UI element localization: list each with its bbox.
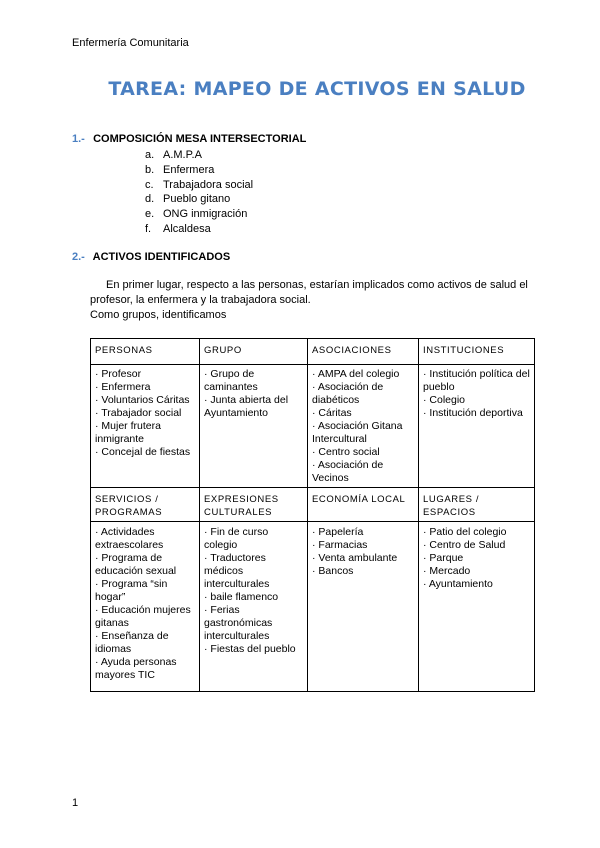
- list-letter: f.: [145, 222, 152, 235]
- cell-item: · Papelería: [312, 526, 364, 538]
- cell-item: · Centro social: [312, 446, 380, 458]
- table-cell: [308, 365, 419, 488]
- cell-item: · Asociación de diabéticos: [312, 381, 384, 406]
- list-item: [145, 192, 253, 207]
- cell-item: · Educación mujeres gitanas: [95, 604, 191, 629]
- table-header-cell: PERSONAS: [91, 339, 200, 365]
- cell-item: · Institución política del pueblo: [423, 368, 530, 393]
- table-header-cell: EXPRESIONES CULTURALES: [200, 488, 308, 522]
- cell-item: · Bancos: [312, 565, 354, 577]
- section-1-title: COMPOSICIÓN MESA INTERSECTORIAL: [93, 133, 307, 145]
- cell-item: · Fin de curso colegio: [204, 526, 269, 551]
- list-item: [145, 222, 253, 237]
- list-text: Pueblo gitano: [163, 193, 231, 206]
- table-cell: [91, 522, 200, 692]
- cell-item: · Profesor: [95, 368, 142, 380]
- table-cell: [200, 365, 308, 488]
- mesa-members-list: [145, 148, 253, 237]
- cell-item: · Voluntarios Cáritas: [95, 394, 190, 406]
- list-letter: c.: [145, 178, 154, 191]
- table-header-row: [91, 488, 535, 522]
- table-cell: [308, 522, 419, 692]
- table-header-cell: SERVICIOS / PROGRAMAS: [91, 488, 200, 522]
- cell-item: · Fiestas del pueblo: [204, 643, 296, 655]
- table-header-cell: ECONOMÍA LOCAL: [308, 488, 419, 522]
- section-2-heading: [72, 251, 230, 263]
- cell-item: · Asociación Gitana Intercultural: [312, 420, 403, 445]
- groups-paragraph: Como grupos, identificamos: [90, 309, 227, 321]
- section-1-heading: [72, 133, 306, 145]
- cell-item: · Trabajador social: [95, 407, 182, 419]
- cell-item: · Grupo de caminantes: [204, 368, 258, 393]
- table-row: [91, 365, 535, 488]
- table-header-cell: ASOCIACIONES: [308, 339, 419, 365]
- page-number: 1: [72, 797, 79, 809]
- intro-paragraph: En primer lugar, respecto a las personas, estarían implicados como activos de salud el profesor, la enfermera y la trabajadora social.: [90, 279, 528, 306]
- cell-item: · Actividades extraescolares: [95, 526, 164, 551]
- list-item: [145, 178, 253, 193]
- page-title: TAREA: MAPEO DE ACTIVOS EN SALUD: [108, 78, 526, 100]
- cell-item: · Venta ambulante: [312, 552, 398, 564]
- table-header-row: [91, 339, 535, 365]
- list-letter: a.: [145, 149, 155, 161]
- list-text: Enfermera: [163, 163, 215, 176]
- cell-item: · Concejal de fiestas: [95, 446, 191, 458]
- list-item: [145, 207, 253, 222]
- cell-item: · Mercado: [423, 565, 471, 577]
- cell-item: · AMPA del colegio: [312, 368, 400, 380]
- cell-item: · Traductores médicos interculturales: [204, 552, 270, 590]
- table-cell: [91, 365, 200, 488]
- cell-item: · Institución deportiva: [423, 407, 523, 419]
- list-letter: d.: [145, 193, 155, 206]
- cell-item: · Ayuntamiento: [423, 578, 493, 590]
- cell-item: · Ferias gastronómicas interculturales: [204, 604, 273, 642]
- table-header-cell: INSTITUCIONES: [419, 339, 535, 365]
- table-cell: [200, 522, 308, 692]
- cell-item: · Parque: [423, 552, 464, 564]
- assets-table: [90, 338, 535, 692]
- section-2-number: 2.-: [72, 251, 85, 263]
- cell-item: · Ayuda personas mayores TIC: [95, 656, 177, 681]
- table-row: [91, 522, 535, 692]
- cell-item: · Asociación de Vecinos: [312, 459, 384, 484]
- list-letter: e.: [145, 208, 155, 221]
- cell-item: · Mujer frutera inmigrante: [95, 420, 161, 445]
- cell-item: · Programa de educación sexual: [95, 552, 177, 577]
- list-text: Trabajadora social: [163, 178, 254, 191]
- table-cell: [419, 365, 535, 488]
- list-letter: b.: [145, 163, 155, 176]
- cell-item: · Colegio: [423, 394, 466, 406]
- cell-item: · Farmacias: [312, 539, 368, 551]
- cell-item: · Cáritas: [312, 407, 352, 419]
- cell-item: · Centro de Salud: [423, 539, 506, 551]
- cell-item: · Junta abierta del Ayuntamiento: [204, 394, 289, 419]
- table-header-cell: GRUPO: [200, 339, 308, 365]
- table-cell: [419, 522, 535, 692]
- cell-item: · baile flamenco: [204, 591, 279, 603]
- list-item: [145, 148, 253, 163]
- running-header: Enfermería Comunitaria: [72, 37, 189, 49]
- section-2-title: ACTIVOS IDENTIFICADOS: [92, 251, 231, 263]
- list-item: [145, 163, 253, 178]
- list-text: A.M.P.A: [163, 149, 202, 161]
- table-header-cell: LUGARES / ESPACIOS: [419, 488, 535, 522]
- cell-item: · Patio del colegio: [423, 526, 507, 538]
- section-1-number: 1.-: [72, 133, 85, 145]
- cell-item: · Enfermera: [95, 381, 151, 393]
- list-text: ONG inmigración: [163, 208, 248, 221]
- cell-item: · Enseñanza de idiomas: [95, 630, 169, 655]
- cell-item: · Programa “sin hogar”: [95, 578, 168, 603]
- list-text: Alcaldesa: [163, 222, 211, 235]
